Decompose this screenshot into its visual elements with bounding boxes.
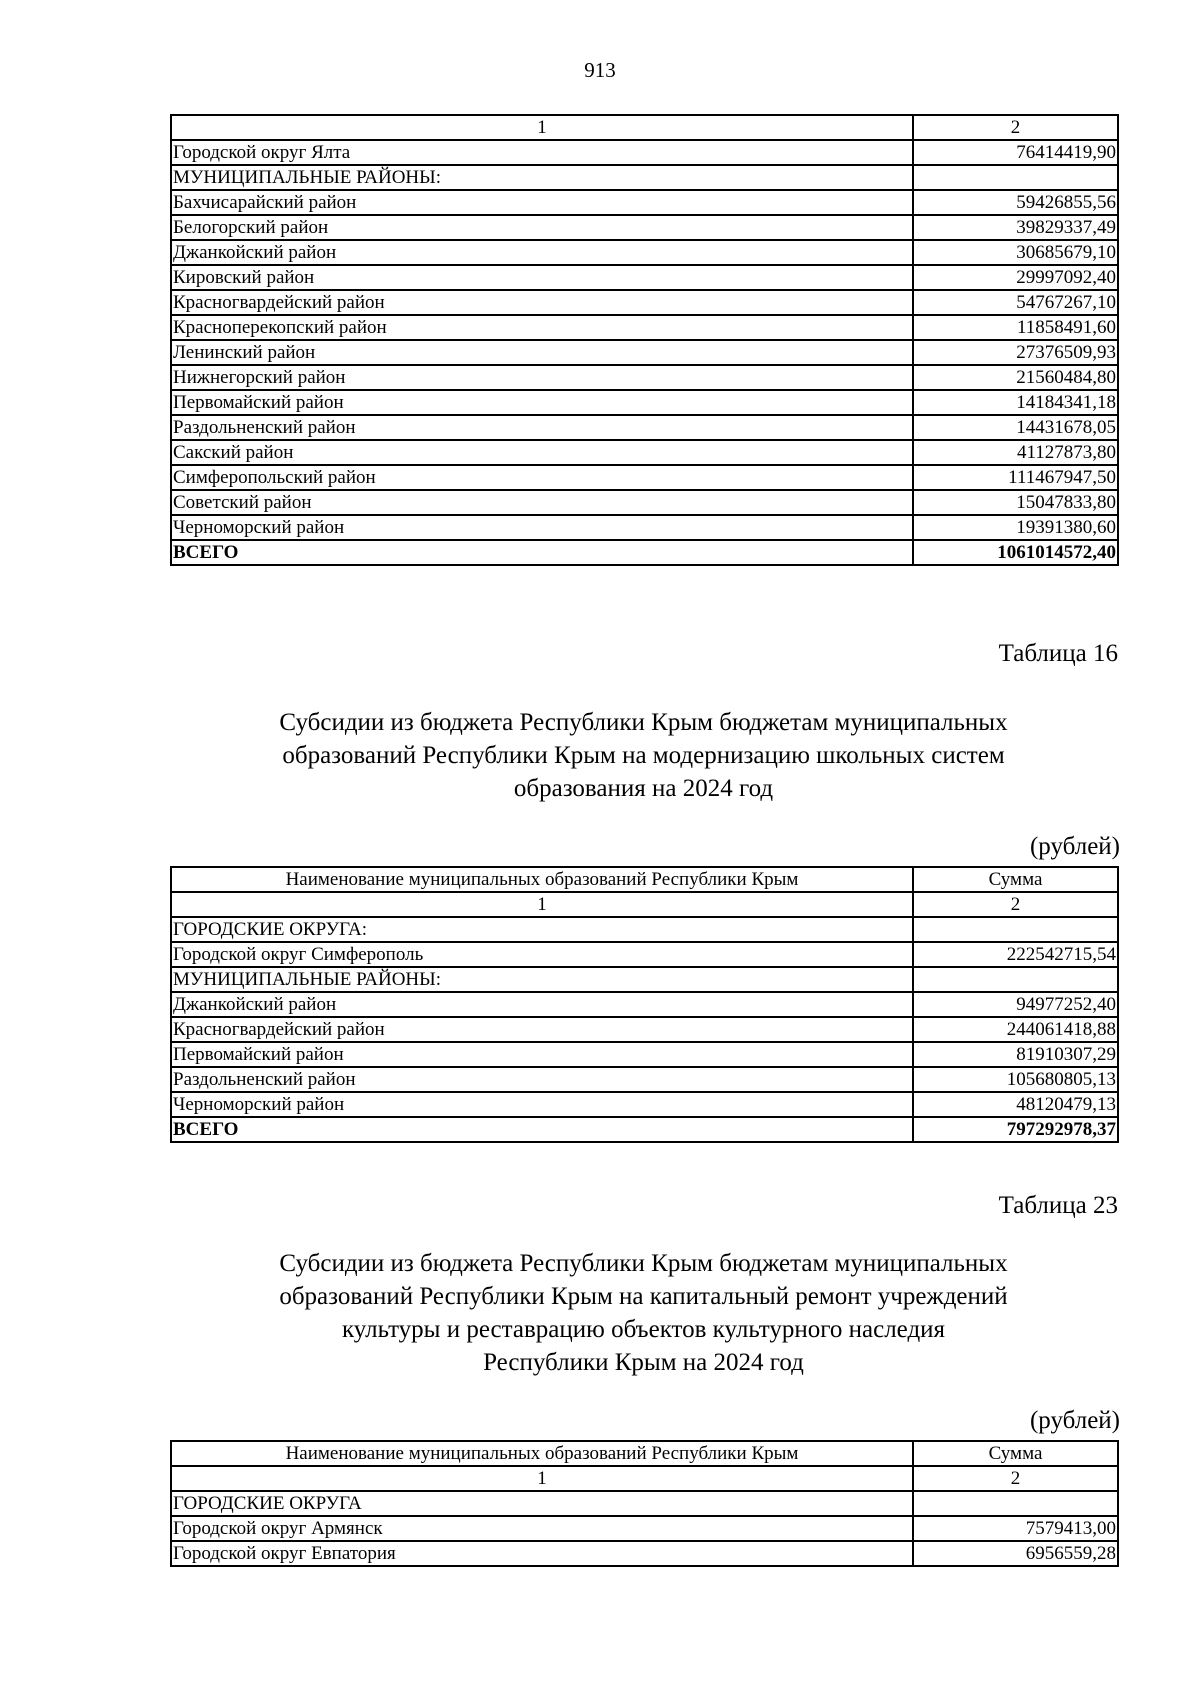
municipality-name: Черноморский район <box>171 515 913 540</box>
table-23-label: Таблица 23 <box>998 1192 1118 1219</box>
amount-value: 14184341,18 <box>913 390 1118 415</box>
column-number-row <box>171 892 1118 917</box>
amount-value: 11858491,60 <box>913 315 1118 340</box>
municipality-name: Городской округ Армянск <box>171 1516 913 1541</box>
municipality-name: Раздольненский район <box>171 1067 913 1092</box>
table-row <box>171 440 1118 465</box>
municipality-name: Белогорский район <box>171 215 913 240</box>
total-label: ВСЕГО <box>171 540 913 565</box>
amount-value: 19391380,60 <box>913 515 1118 540</box>
amount-value: 111467947,50 <box>913 465 1118 490</box>
table-row <box>171 465 1118 490</box>
section-heading: МУНИЦИПАЛЬНЫЕ РАЙОНЫ: <box>171 165 913 190</box>
table-row <box>171 1516 1118 1541</box>
municipality-name: Советский район <box>171 490 913 515</box>
table-row <box>171 340 1118 365</box>
column-number-row <box>171 115 1118 140</box>
table-row <box>171 1541 1118 1566</box>
table-row <box>171 1067 1118 1092</box>
municipality-name: Джанкойский район <box>171 992 913 1017</box>
budget-table-continued <box>170 114 1119 566</box>
column-header-name: Наименование муниципальных образований Республики Крым <box>171 1441 913 1466</box>
table-row <box>171 917 1118 942</box>
municipality-name: Симферопольский район <box>171 465 913 490</box>
table-row <box>171 1491 1118 1516</box>
amount-value: 6956559,28 <box>913 1541 1118 1566</box>
municipality-name: Городской округ Симферополь <box>171 942 913 967</box>
municipality-name: Красноперекопский район <box>171 315 913 340</box>
amount-value <box>913 1491 1118 1516</box>
total-row <box>171 540 1118 565</box>
table-row <box>171 942 1118 967</box>
column-header-name: Наименование муниципальных образований Республики Крым <box>171 867 913 892</box>
column-number: 2 <box>913 115 1118 140</box>
table-row <box>171 992 1118 1017</box>
table-16 <box>170 866 1119 1143</box>
table-row <box>171 165 1118 190</box>
table-16-caption <box>170 706 1117 805</box>
municipality-name: Сакский район <box>171 440 913 465</box>
caption-line: Субсидии из бюджета Республики Крым бюджетам муниципальных <box>279 1250 1008 1277</box>
caption-line: Республики Крым на 2024 год <box>483 1349 804 1376</box>
amount-value: 7579413,00 <box>913 1516 1118 1541</box>
municipality-name: Нижнегорский район <box>171 365 913 390</box>
column-number: 1 <box>171 892 913 917</box>
amount-value: 59426855,56 <box>913 190 1118 215</box>
table-16-units: (рублей) <box>1029 833 1120 860</box>
municipality-name: Кировский район <box>171 265 913 290</box>
municipality-name: Бахчисарайский район <box>171 190 913 215</box>
table-row <box>171 365 1118 390</box>
caption-line: образования на 2024 год <box>513 775 774 802</box>
column-header-sum: Сумма <box>913 867 1118 892</box>
table-row <box>171 390 1118 415</box>
caption-line: Субсидии из бюджета Республики Крым бюджетам муниципальных <box>279 709 1008 736</box>
amount-value: 222542715,54 <box>913 942 1118 967</box>
table-23 <box>170 1440 1119 1567</box>
table-row <box>171 140 1118 165</box>
municipality-name: Красногвардейский район <box>171 290 913 315</box>
header-row <box>171 867 1118 892</box>
total-value: 1061014572,40 <box>913 540 1118 565</box>
amount-value: 21560484,80 <box>913 365 1118 390</box>
municipality-name: Красногвардейский район <box>171 1017 913 1042</box>
amount-value: 105680805,13 <box>913 1067 1118 1092</box>
municipality-name: Городской округ Ялта <box>171 140 913 165</box>
table-row <box>171 415 1118 440</box>
section-heading: ГОРОДСКИЕ ОКРУГА <box>171 1491 913 1516</box>
amount-value: 30685679,10 <box>913 240 1118 265</box>
table-row <box>171 1092 1118 1117</box>
amount-value: 48120479,13 <box>913 1092 1118 1117</box>
table-row <box>171 240 1118 265</box>
table-row <box>171 215 1118 240</box>
amount-value: 244061418,88 <box>913 1017 1118 1042</box>
amount-value: 41127873,80 <box>913 440 1118 465</box>
table-row <box>171 265 1118 290</box>
caption-line: культуры и реставрацию объектов культурного наследия <box>341 1316 946 1343</box>
section-heading: МУНИЦИПАЛЬНЫЕ РАЙОНЫ: <box>171 967 913 992</box>
caption-line: образований Республики Крым на модернизацию школьных систем <box>282 742 1005 769</box>
table-row <box>171 967 1118 992</box>
amount-value: 54767267,10 <box>913 290 1118 315</box>
amount-value <box>913 967 1118 992</box>
caption-line: образований Республики Крым на капитальный ремонт учреждений <box>279 1283 1008 1310</box>
table-23-units: (рублей) <box>1029 1407 1120 1434</box>
amount-value: 39829337,49 <box>913 215 1118 240</box>
total-row <box>171 1117 1118 1142</box>
amount-value: 81910307,29 <box>913 1042 1118 1067</box>
amount-value: 76414419,90 <box>913 140 1118 165</box>
table-row <box>171 490 1118 515</box>
municipality-name: Джанкойский район <box>171 240 913 265</box>
amount-value: 29997092,40 <box>913 265 1118 290</box>
column-header-sum: Сумма <box>913 1441 1118 1466</box>
header-row <box>171 1441 1118 1466</box>
table-row <box>171 290 1118 315</box>
amount-value <box>913 165 1118 190</box>
table-row <box>171 190 1118 215</box>
column-number: 2 <box>913 1466 1118 1491</box>
municipality-name: Первомайский район <box>171 390 913 415</box>
total-value: 797292978,37 <box>913 1117 1118 1142</box>
column-number: 1 <box>171 1466 913 1491</box>
amount-value: 14431678,05 <box>913 415 1118 440</box>
municipality-name: Городской округ Евпатория <box>171 1541 913 1566</box>
municipality-name: Первомайский район <box>171 1042 913 1067</box>
column-number: 2 <box>913 892 1118 917</box>
amount-value: 27376509,93 <box>913 340 1118 365</box>
page-number: 913 <box>584 58 616 82</box>
table-row <box>171 1042 1118 1067</box>
table-23-caption <box>170 1247 1117 1379</box>
column-number-row <box>171 1466 1118 1491</box>
municipality-name: Черноморский район <box>171 1092 913 1117</box>
amount-value: 15047833,80 <box>913 490 1118 515</box>
table-16-label: Таблица 16 <box>998 640 1118 667</box>
amount-value: 94977252,40 <box>913 992 1118 1017</box>
municipality-name: Раздольненский район <box>171 415 913 440</box>
total-label: ВСЕГО <box>171 1117 913 1142</box>
table-row <box>171 315 1118 340</box>
column-number: 1 <box>171 115 913 140</box>
table-row <box>171 515 1118 540</box>
table-row <box>171 1017 1118 1042</box>
amount-value <box>913 917 1118 942</box>
section-heading: ГОРОДСКИЕ ОКРУГА: <box>171 917 913 942</box>
municipality-name: Ленинский район <box>171 340 913 365</box>
